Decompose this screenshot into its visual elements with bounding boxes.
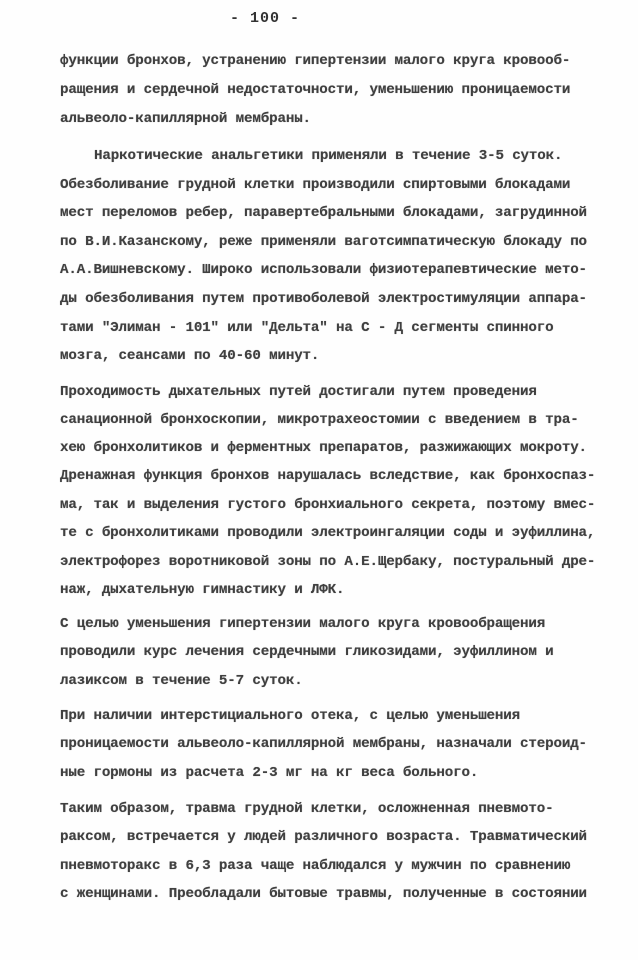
- text-line: Наркотические анальгетики применяли в течение 3-5 суток.: [94, 148, 563, 164]
- text-line: проводили курс лечения сердечными гликозидами, эуфиллином и: [60, 644, 554, 660]
- text-line: электрофорез воротниковой зоны по А.Е.Щербаку, постуральный дре-: [60, 554, 596, 570]
- text-line: тами "Элиман - 101" или "Дельта" на С - Д сегменты спинного: [60, 320, 554, 336]
- text-line: Проходимость дыхательных путей достигали путем проведения: [60, 384, 537, 400]
- text-line: А.А.Вишневскому. Широко использовали физиотерапевтические мето-: [60, 262, 587, 278]
- text-line: те с бронхолитиками проводили электроингаляции соды и эуфиллина,: [60, 525, 596, 541]
- text-line: наж, дыхательную гимнастику и ЛФК.: [60, 582, 345, 598]
- text-line: альвеоло-капиллярной мембраны.: [60, 111, 311, 127]
- text-line: с женщинами. Преобладали бытовые травмы, полученные в состоянии: [60, 886, 587, 902]
- text-line: хею бронхолитиков и ферментных препаратов, разжижающих мокроту.: [60, 440, 587, 456]
- text-line: санационной бронхоскопии, микротрахеостомии с введением в тра-: [60, 412, 579, 428]
- text-line: раксом, встречается у людей различного возраста. Травматический: [60, 829, 587, 845]
- text-line: Таким образом, травма грудной клетки, осложненная пневмото-: [60, 801, 554, 817]
- page-number: - 100 -: [229, 10, 300, 27]
- text-line: При наличии интерстициального отека, с целью уменьшения: [60, 708, 521, 724]
- text-line: пневмоторакс в 6,3 раза чаще наблюдался у мужчин по сравнению: [60, 858, 571, 874]
- text-line: проницаемости альвеоло-капиллярной мембраны, назначали стероид-: [60, 736, 587, 752]
- text-line: мест переломов ребер, паравертебральными блокадами, загрудинной: [60, 205, 587, 221]
- text-line: Дренажная функция бронхов нарушалась вследствие, как бронхоспаз-: [60, 468, 596, 484]
- text-line: мозга, сеансами по 40-60 минут.: [60, 348, 320, 364]
- text-line: функции бронхов, устранению гипертензии малого круга кровооб-: [60, 53, 571, 69]
- text-line: лазиксом в течение 5-7 суток.: [60, 673, 303, 689]
- text-line: ма, так и выделения густого бронхиального секрета, поэтому вмес-: [60, 497, 596, 513]
- text-line: ращения и сердечной недостаточности, уменьшению проницаемости: [60, 82, 571, 98]
- text-line: Обезболивание грудной клетки производили спиртовыми блокадами: [60, 177, 571, 193]
- text-line: С целью уменьшения гипертензии малого круга кровообращения: [60, 616, 546, 632]
- text-line: ды обезболивания путем противоболевой электростимуляции аппара-: [60, 291, 587, 307]
- text-line: ные гормоны из расчета 2-3 мг на кг веса больного.: [60, 765, 479, 781]
- text-line: по В.И.Казанскому, реже применяли ваготсимпатическую блокаду по: [60, 234, 587, 250]
